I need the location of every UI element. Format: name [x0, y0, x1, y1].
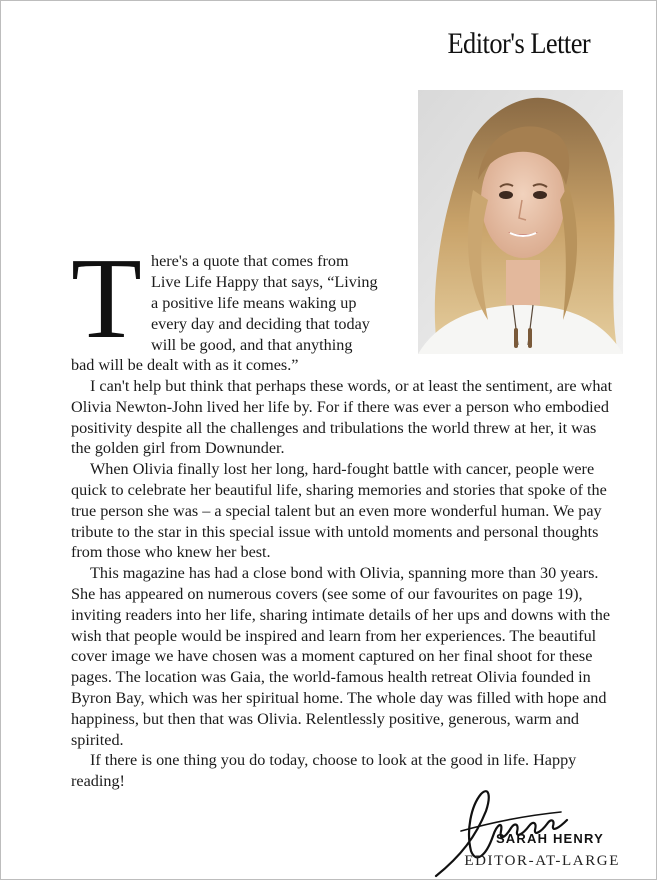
body-paragraph: This magazine has had a close bond with Olivia, spanning more than 30 years. She has appeared on numerous covers (see some of our favourites on page 19), inviting readers into her life, sharing intimate details of her ups and downs with the wish that people would be inspired and learn from her experiences. The beautiful cover image we have chosen was a moment captured on her final shoot for these pages. The location was Gaia, the world-famous health retreat Olivia founded in Byron Bay, which was her spiritual home. The whole day was filled with hope and happiness, but then that was Olivia. Relentlessly positive, generous, warm and spirited.	[71, 564, 611, 749]
intro-line: will be good, and that anything	[151, 336, 353, 354]
intro-line: bad will be dealt with as it comes.”	[71, 356, 299, 374]
editor-name: SARAH HENRY	[495, 831, 604, 846]
intro-line: Live Life Happy that says, “Living	[151, 273, 378, 291]
drop-cap: T	[71, 235, 142, 363]
intro-line: here's a quote that comes from	[151, 252, 349, 270]
intro-paragraph	[71, 235, 619, 376]
body-paragraph: I can't help but think that perhaps these words, or at least the sentiment, are what Olivia Newton-John lived her life by. For if there was ever a person who embodied positivity despite all the challenges and tribulations the world threw at her, it was the golden girl from Downunder.	[71, 377, 613, 458]
body-paragraph: When Olivia finally lost her long, hard-fought battle with cancer, people were quick to celebrate her beautiful life, sharing memories and stories that spoke of the true person she was – a special talent but an even more wonderful human. We pay tribute to the star in this special issue with untold moments and personal thoughts from those who knew her best.	[71, 460, 607, 562]
body-paragraph: If there is one thing you do today, choose to look at the good in life. Happy reading!	[71, 751, 577, 791]
intro-line: a positive life means waking up	[151, 294, 357, 312]
letter-body	[71, 235, 619, 792]
intro-line: every day and deciding that today	[151, 315, 370, 333]
editor-title: EDITOR-AT-LARGE	[464, 853, 620, 869]
page-title: Editor's Letter	[447, 27, 590, 60]
